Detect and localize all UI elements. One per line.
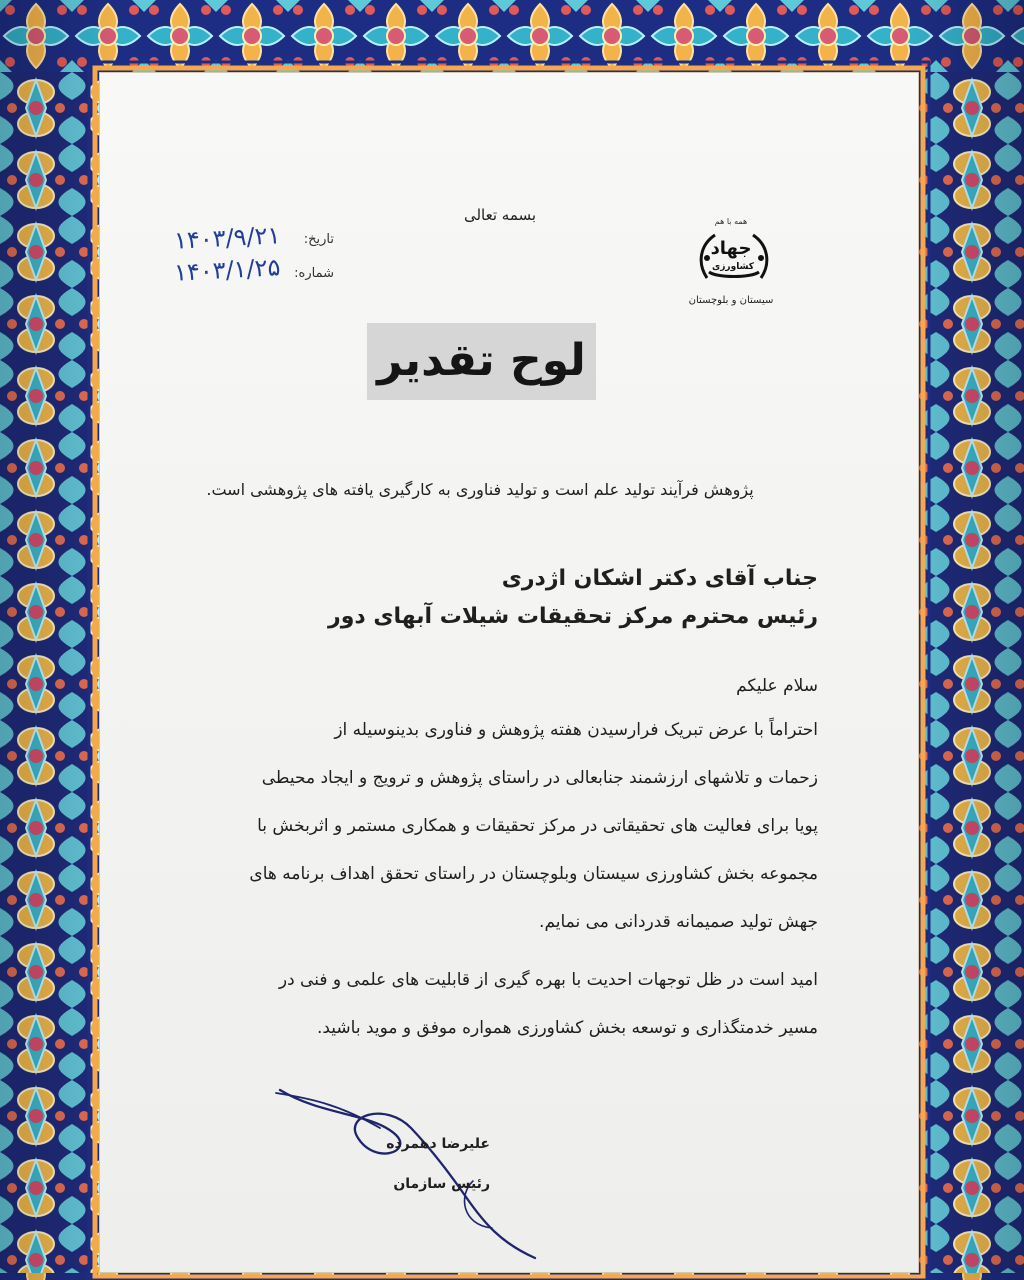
signatory-name: علیرضا دهمرده: [386, 1136, 490, 1152]
closing-line: امید است در ظل توجهات احدیت با بهره گیری از قابلیت های علمی و فنی در: [278, 970, 818, 990]
date-number-block: [124, 222, 334, 292]
body-line: احتراماً با عرض تبریک فرارسیدن هفته پژوهش و فناوری بدینوسیله از: [334, 720, 818, 740]
certificate-title-box: [367, 323, 596, 400]
date-label: تاریخ:: [303, 232, 334, 247]
recipient-position: رئیس محترم مرکز تحقیقات شیلات آبهای دور: [328, 604, 818, 629]
logo-sub-text: کشاورزی: [712, 262, 754, 272]
handwritten-number: ۱۴۰۳/۱/۲۵: [172, 253, 281, 287]
logo-top-text: همه با هم: [714, 217, 748, 226]
body-line: مجموعه بخش کشاورزی سیستان وبلوچستان در راستای تحقق اهداف برنامه های: [249, 864, 818, 884]
recipient-block: [300, 560, 818, 636]
recipient-name: جناب آقای دکتر اشکان اژدری: [501, 566, 818, 591]
logo-main-text: جهاد: [710, 238, 752, 259]
signatory-title: رئیس سازمان: [393, 1176, 490, 1192]
research-motto: پژوهش فرآیند تولید علم است و تولید فناوری به کارگیری یافته های پژوهشی است.: [206, 480, 754, 499]
number-label: شماره:: [294, 266, 334, 281]
body-line: جهش تولید صمیمانه قدردانی می نمایم.: [539, 912, 818, 932]
basmala-text: بسمه تعالی: [463, 206, 537, 224]
logo-bottom-text: سیستان و بلوچستان: [688, 295, 774, 306]
handwritten-date: ۱۴۰۳/۹/۲۱: [172, 221, 281, 255]
certificate-title: لوح تقدیر: [377, 335, 586, 386]
body-line: پویا برای فعالیت های تحقیقاتی در مرکز تحقیقات و همکاری مستمر و اثربخش با: [257, 816, 818, 836]
jahad-agriculture-logo: [676, 215, 786, 311]
body-line: زحمات و تلاشهای ارزشمند جنابعالی در راستای پژوهش و ترویج و ایجاد محیطی: [261, 768, 818, 788]
greeting-text: سلام علیکم: [736, 676, 818, 696]
closing-paragraph: [230, 956, 818, 1052]
appreciation-body: [230, 706, 818, 946]
handwritten-signature-icon: [268, 1080, 568, 1270]
closing-line: مسیر خدمتگذاری و توسعه بخش کشاورزی همواره موفق و موید باشید.: [316, 1018, 818, 1038]
